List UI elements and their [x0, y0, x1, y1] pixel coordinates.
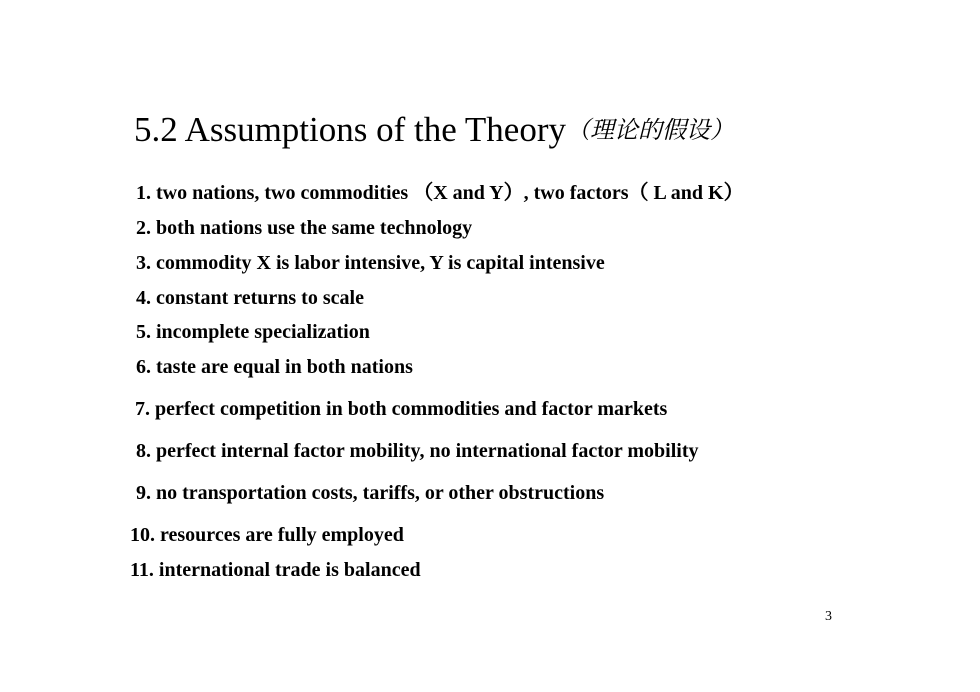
assumption-item: 8. perfect internal factor mobility, no international factor mobility — [136, 440, 699, 462]
assumption-item: 1. two nations, two commodities （X and Y）, two factors（ L and K） — [136, 182, 744, 204]
assumption-item: 3. commodity X is labor intensive, Y is capital intensive — [136, 252, 605, 274]
assumption-item: 4. constant returns to scale — [136, 287, 364, 309]
assumption-item: 7. perfect competition in both commodities and factor markets — [135, 398, 668, 420]
title-chinese: （理论的假设） — [565, 116, 734, 144]
assumption-item: 6. taste are equal in both nations — [136, 356, 413, 378]
assumption-item: 11. international trade is balanced — [130, 559, 421, 581]
assumption-item: 2. both nations use the same technology — [136, 217, 473, 239]
slide-title — [134, 108, 734, 152]
title-text: 5.2 Assumptions of the Theory — [134, 110, 566, 149]
assumption-item: 10. resources are fully employed — [130, 524, 404, 546]
assumption-item: 5. incomplete specialization — [136, 321, 370, 343]
assumption-item: 9. no transportation costs, tariffs, or other obstructions — [136, 482, 605, 504]
page-number: 3 — [825, 609, 832, 624]
